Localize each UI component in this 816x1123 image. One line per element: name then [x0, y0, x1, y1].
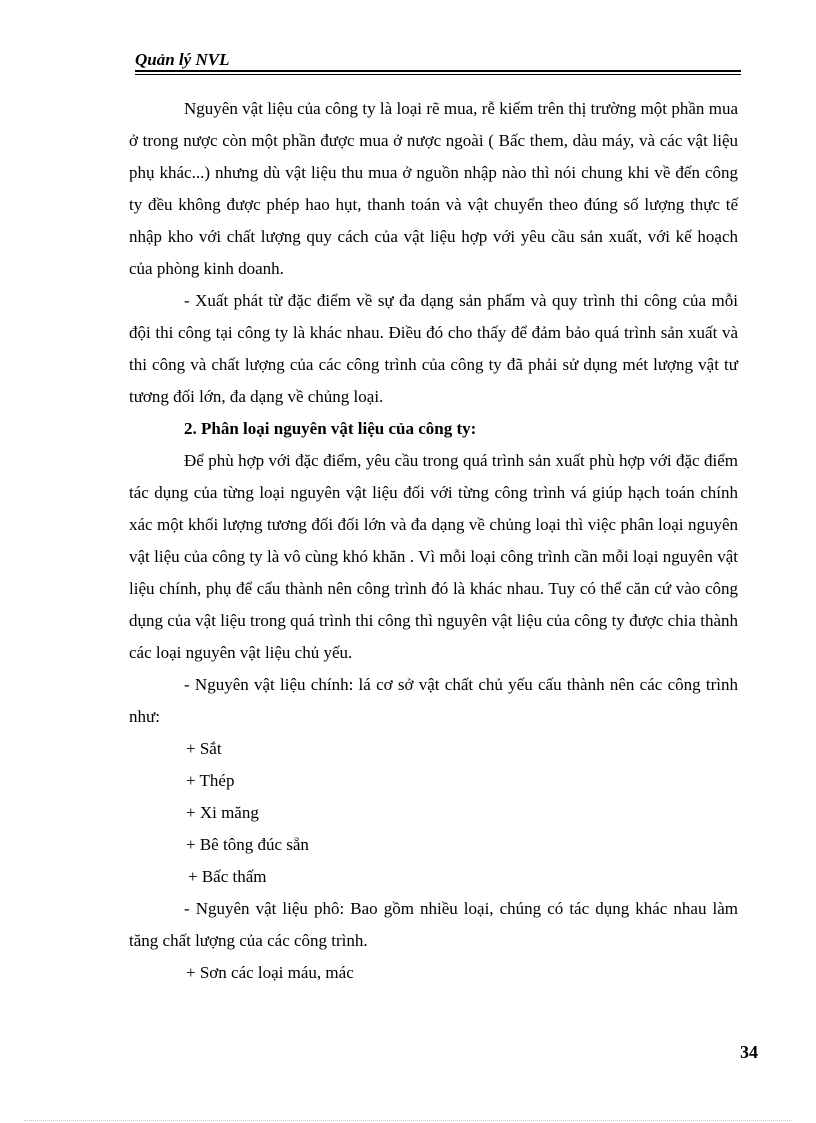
- list-item: + Bấc thấm: [188, 867, 267, 886]
- list-item: + Bê tông đúc sẵn: [186, 835, 309, 854]
- paragraph-auxiliary-materials: - Nguyên vật liệu phô: Bao gồm nhiều loại, chúng có tác dụng khác nhau làm tăng chất lượng của các công trình.: [129, 899, 738, 950]
- paragraph-classification: Để phù hợp với đặc điểm, yêu cầu trong quá trình sản xuất phù hợp với đặc điểm tác dụng của từng loại nguyên vật liệu đối với từng công trình vá giúp hạch toán chính xác một khối lượng tương đối đối lớn và đa dạng về chủng loại thì việc phân loại nguyên vật liệu của công ty là vô cùng khó khăn . Vì mỗi loại công trình cần mỗi loại nguyên vật liệu chính, phụ để cấu thành nên công trình đó là khác nhau. Tuy có thể căn cứ vào công dụng của vật liệu trong quá trình thi công thì nguyên vật liệu của công ty được chia thành các loại nguyên vật liệu chủ yếu.: [129, 451, 738, 662]
- paragraph-main-materials: - Nguyên vật liệu chính: lá cơ sở vật chất chủ yếu cấu thành nên các công trình như:: [129, 675, 738, 726]
- list-item: + Sơn các loại máu, mác: [186, 963, 354, 982]
- running-header: Quản lý NVL: [135, 50, 230, 69]
- list-item: + Xi măng: [186, 803, 259, 822]
- page-number: 34: [740, 1042, 758, 1062]
- paragraph-product-diversity: - Xuất phát từ đặc điểm về sự đa dạng sản phẩm và quy trình thi công của mỗi đội thi công tại công ty là khác nhau. Điều đó cho thấy để đảm bảo quá trình sản xuất và thi công và chất lượng của các công trình của công ty đã phải sử dụng mét lượng vật tư tương đối lớn, đa dạng về chủng loại.: [129, 291, 738, 406]
- list-item: + Sắt: [186, 739, 222, 758]
- header-rule-thin: [135, 74, 741, 75]
- paragraph-materials-sourcing: Nguyên vật liệu của công ty là loại rẽ mua, rễ kiếm trên thị trường một phần mua ở trong nược còn một phần được mua ở nược ngoài ( Bấc them, dàu máy, và các vật liệu phụ khác...) nhưng dù vật liệu thu mua ở nguồn nhập nào thì nói chung khi về đến công ty đều không được phép hao hụt, thanh toán và vật chuyển theo đúng số lượng thực tế nhập kho với chất lượng quy cách của vật liệu hợp với yêu cầu sản xuất, với kế hoạch của phòng kinh doanh.: [129, 99, 738, 278]
- section-heading: 2. Phân loại nguyên vật liệu của công ty:: [184, 419, 477, 438]
- list-item: + Thép: [186, 771, 235, 790]
- page-bottom-border: [24, 1120, 792, 1121]
- header-rule-thick: [135, 70, 741, 72]
- page-body: [129, 93, 738, 989]
